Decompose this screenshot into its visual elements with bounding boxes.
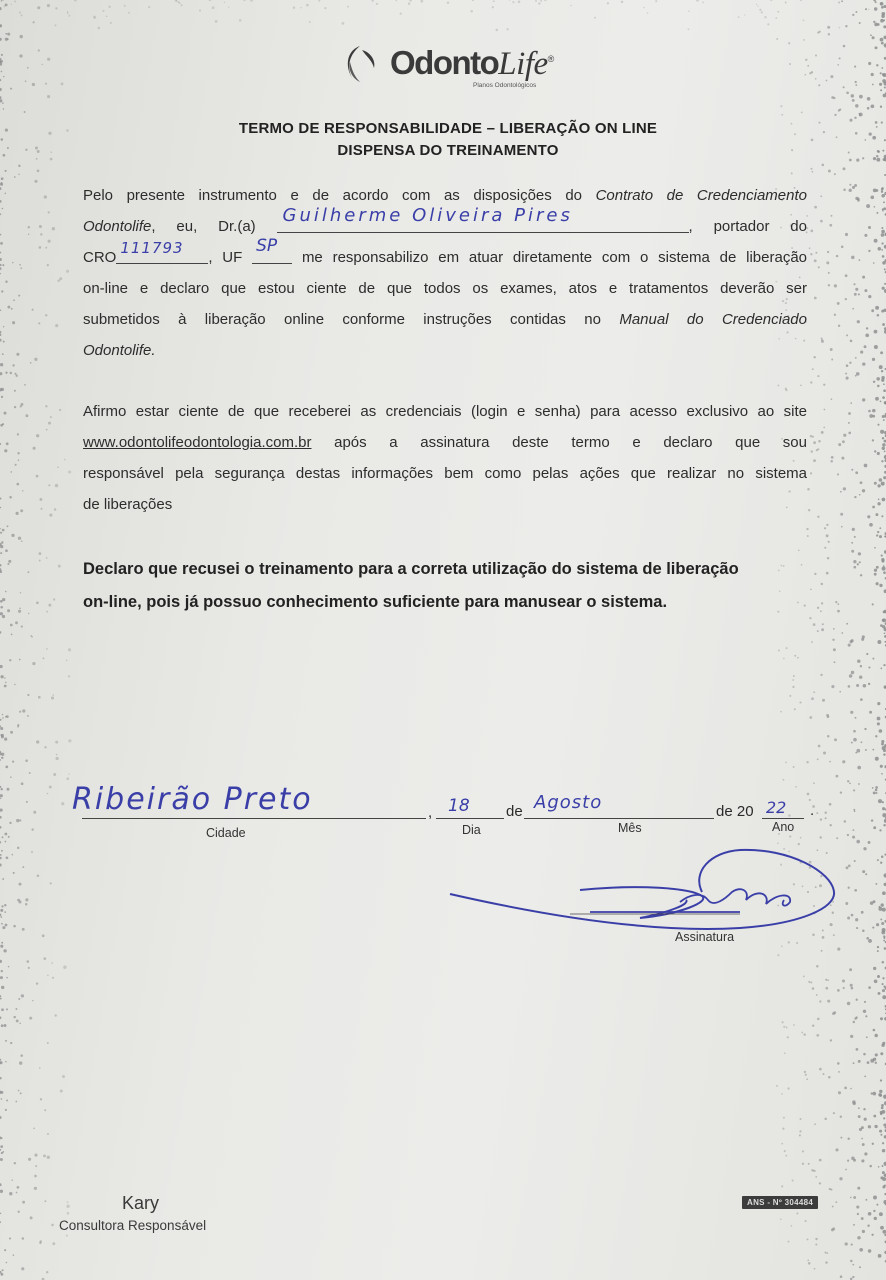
label-month: Mês	[618, 821, 642, 835]
consultant-role: Consultora Responsável	[59, 1218, 207, 1233]
cro-number-handwritten: 111793	[120, 239, 184, 257]
logo-brand-light: Life	[498, 46, 548, 82]
logo-registered-mark: ®	[547, 54, 553, 64]
city-handwritten: Ribeirão Preto	[72, 782, 313, 817]
year-prefix: de 20	[716, 803, 754, 820]
ans-registration-badge: ANS - Nº 304484	[742, 1196, 818, 1209]
label-city: Cidade	[206, 826, 246, 840]
odontolife-swoosh-icon	[338, 42, 384, 88]
paragraph2-line4: de liberações	[83, 496, 173, 513]
year-handwritten: 22	[766, 798, 787, 817]
paragraph1-line3: CRO 111793 , UF SP me responsabilizo em atuar diretamente com o sistema de liberação	[83, 242, 807, 273]
training-waiver-declaration	[83, 553, 823, 619]
declaration-line2: on-line, pois já possuo conhecimento suficiente para manusear o sistema.	[83, 593, 668, 611]
date-city-line: Ribeirão Preto , 18 de Agosto de 20 22 . Cidade Dia Mês Ano	[72, 782, 815, 840]
day-handwritten: 18	[448, 796, 470, 816]
paragraph1-line5: submetidos à liberação online conforme instruções contidas no Manual do Credenciado	[83, 311, 807, 328]
label-signature: Assinatura	[675, 930, 735, 944]
paragraph1-line2: Odontolife, eu, Dr.(a) Guilherme Oliveira Pires , portador do	[83, 211, 807, 242]
paragraph2-line2: www.odontolifeodontologia.com.br após a assinatura deste termo e declaro que sou	[83, 434, 807, 451]
paragraph1-line6: Odontolife.	[83, 342, 156, 359]
label-day: Dia	[462, 823, 481, 837]
handwritten-signature	[440, 842, 840, 942]
paragraph1-line4: on-line e declaro que estou ciente de que todos os exames, atos e tratamentos deverão ser	[83, 280, 807, 297]
month-handwritten: Agosto	[534, 792, 603, 813]
paragraph1-line1: Pelo presente instrumento e de acordo com as disposições do Contrato de Credenciamento	[83, 187, 807, 204]
logo-tagline: Planos Odontológicos	[473, 82, 537, 89]
paragraph2-line3: responsável pela segurança destas informações bem como pelas ações que realizar no sistema	[83, 465, 807, 482]
paragraph-credentialing	[83, 180, 807, 366]
paragraph2-line1: Afirmo estar ciente de que receberei as credenciais (login e senha) para acesso exclusivo ao site	[83, 403, 807, 420]
dentist-name-handwritten: Guilherme Oliveira Pires	[282, 205, 573, 226]
logo-brand-bold: Odonto	[390, 44, 499, 81]
website-link[interactable]: www.odontolifeodontologia.com.br	[83, 434, 312, 451]
document-title-line1: TERMO DE RESPONSABILIDADE – LIBERAÇÃO ON LINE	[238, 120, 658, 137]
date-de-label: de	[506, 803, 523, 820]
uf-handwritten: SP	[256, 236, 278, 256]
label-year: Ano	[772, 820, 795, 834]
declaration-line1: Declaro que recusei o treinamento para a correta utilização do sistema de liberação	[83, 560, 739, 578]
paragraph-credentials	[83, 396, 807, 520]
company-logo	[338, 40, 578, 100]
document-title-line2: DISPENSA DO TREINAMENTO	[337, 142, 559, 159]
consultant-name: Kary	[122, 1193, 160, 1213]
